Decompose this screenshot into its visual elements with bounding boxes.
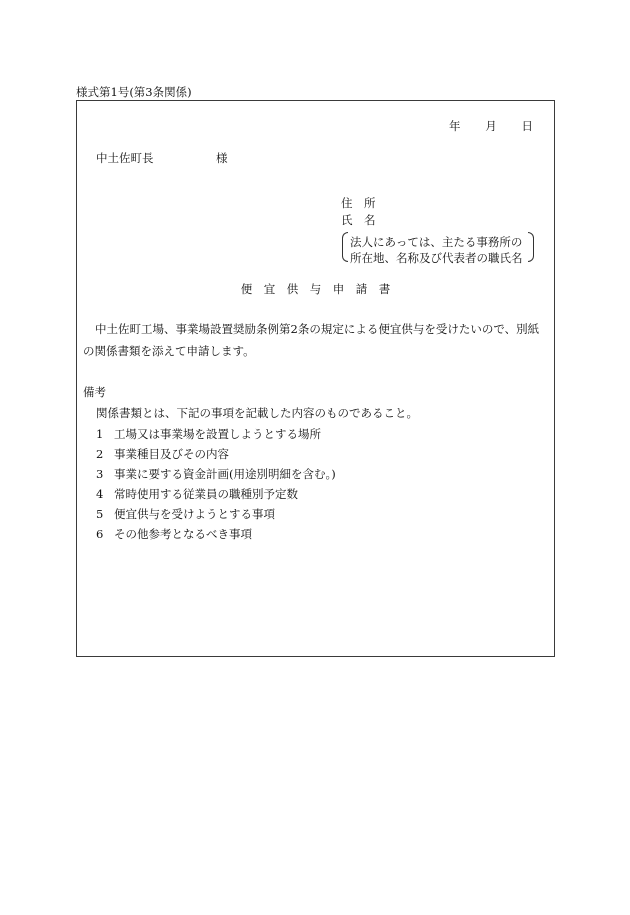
remark-item-text: 工場又は事業場を設置しようとする場所 xyxy=(114,427,321,441)
remark-item-number: 4 xyxy=(96,487,104,501)
corporation-note xyxy=(342,231,534,265)
remark-item xyxy=(96,446,229,462)
applicant-address-label: 住 所 xyxy=(341,196,376,210)
remark-item-number: 3 xyxy=(96,467,104,481)
right-bracket xyxy=(528,232,534,262)
corporation-note-line2: 所在地、名称及び代表者の職氏名 xyxy=(350,251,523,265)
date-year-label: 年 xyxy=(449,119,461,133)
remark-item xyxy=(96,486,298,502)
application-body-text xyxy=(83,318,549,362)
applicant-name-label: 氏 名 xyxy=(341,213,376,227)
remark-item-number: 6 xyxy=(96,527,104,541)
remark-item-number: 2 xyxy=(96,447,104,461)
document-title: 便 宜 供 与 申 請 書 xyxy=(240,282,391,296)
date-field xyxy=(449,118,533,134)
remark-item-text: 常時使用する従業員の職種別予定数 xyxy=(114,487,298,501)
remark-item-text: 便宜供与を受けようとする事項 xyxy=(114,507,275,521)
remark-item-number: 1 xyxy=(96,427,104,441)
date-month-label: 月 xyxy=(485,119,497,133)
remark-item-text: 事業種目及びその内容 xyxy=(114,447,229,461)
remark-item-text: 事業に要する資金計画(用途別明細を含む。) xyxy=(114,467,336,481)
remark-item-text: その他参考となるべき事項 xyxy=(114,527,252,541)
addressee-name: 中土佐町長 xyxy=(96,151,154,165)
date-day-label: 日 xyxy=(521,119,533,133)
remark-item xyxy=(96,526,252,542)
remark-item-number: 5 xyxy=(96,507,104,521)
addressee-honorific: 様 xyxy=(216,151,228,165)
body-text-content: 中土佐町工場、事業場設置奨励条例第2条の規定による便宜供与を受けたいので、別紙の関係書類を添えて申請します。 xyxy=(83,322,540,358)
form-number-label: 様式第1号(第3条関係) xyxy=(76,85,192,99)
corporation-note-line1: 法人にあっては、主たる事務所の xyxy=(350,235,523,249)
remarks-heading: 備考 xyxy=(83,385,106,399)
addressee xyxy=(96,150,228,166)
left-bracket xyxy=(342,232,348,262)
remarks-intro: 関係書類とは、下記の事項を記載した内容のものであること。 xyxy=(96,406,418,420)
remark-item xyxy=(96,506,275,522)
application-form-frame xyxy=(76,100,555,657)
remark-item xyxy=(96,426,321,442)
remark-item xyxy=(96,466,336,482)
